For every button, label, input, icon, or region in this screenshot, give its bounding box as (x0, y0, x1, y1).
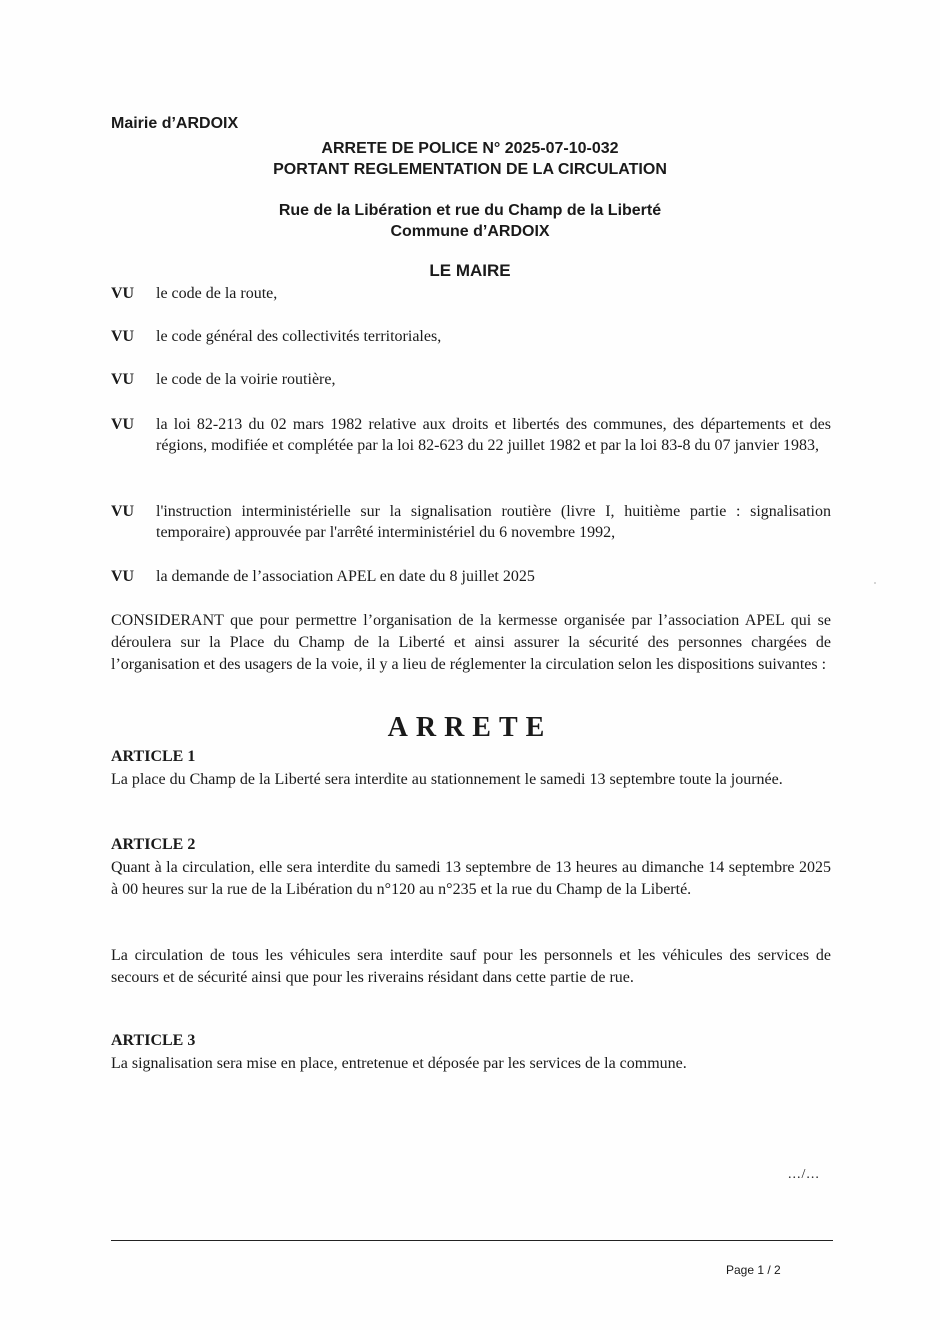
article-3-heading: ARTICLE 3 (111, 1032, 196, 1049)
article-3-text: La signalisation sera mise en place, entretenue et déposée par les services de la commune. (111, 1055, 687, 1072)
visa-item (111, 283, 831, 304)
decree-subject: PORTANT REGLEMENTATION DE LA CIRCULATION (273, 161, 667, 178)
streets-title: Rue de la Libération et rue du Champ de la Liberté (278, 202, 662, 219)
article-2-text: Quant à la circulation, elle sera interdite du samedi 13 septembre de 13 heures au dimanche 14 septembre 2025 à 00 heures sur la rue de la Libération du n°120 au n°235 et la rue du Champ de la Liberté. (111, 859, 831, 898)
visa-text: le code de la voirie routière, (156, 371, 336, 388)
article-1-text: La place du Champ de la Liberté sera interdite au stationnement le samedi 13 septembre toute la journée. (111, 771, 783, 788)
scan-speck (874, 582, 876, 584)
visa-item (111, 326, 831, 347)
continuation-mark: .../... (788, 1167, 820, 1182)
visa-keyword: VU (111, 285, 135, 302)
article-2-text-2: La circulation de tous les véhicules sera interdite sauf pour les personnels et les véhicules des services de secours et de sécurité ainsi que pour les riverains résidant dans cette partie de rue. (111, 947, 831, 986)
visa-text: la demande de l’association APEL en date du 8 juillet 2025 (156, 568, 535, 585)
footer-divider (111, 1240, 833, 1241)
visa-text: l'instruction interministérielle sur la signalisation routière (livre I, huitième partie : signalisation temporaire) approuvée par l'arrêté interministériel du 6 novembre 1992, (156, 503, 831, 541)
arrete-heading: ARRETE (387, 712, 553, 743)
visa-item (111, 501, 831, 543)
visa-item (111, 566, 831, 587)
decree-number: ARRETE DE POLICE N° 2025-07-10-032 (321, 140, 619, 157)
article-2-heading: ARTICLE 2 (111, 836, 196, 853)
le-maire-heading: LE MAIRE (429, 261, 511, 280)
visa-item (111, 369, 831, 390)
page-number: Page 1 / 2 (726, 1263, 781, 1277)
considerant-paragraph: CONSIDERANT que pour permettre l’organisation de la kermesse organisée par l’association APEL qui se déroulera sur la Place du Champ de la Liberté et ainsi assurer la sécurité des personnes chargées de l’organisation et des usagers de la voie, il y a lieu de réglementer la circulation selon les dispositions suivantes : (111, 612, 831, 673)
visa-keyword: VU (111, 503, 135, 520)
visa-keyword: VU (111, 416, 135, 433)
visa-text: le code de la route, (156, 285, 278, 302)
visa-text: le code général des collectivités territoriales, (156, 328, 442, 345)
visa-item (111, 414, 831, 456)
article-1-heading: ARTICLE 1 (111, 748, 196, 765)
visa-keyword: VU (111, 568, 135, 585)
commune-title: Commune d’ARDOIX (390, 223, 550, 240)
mairie-name: Mairie d’ARDOIX (111, 115, 239, 132)
visa-keyword: VU (111, 371, 135, 388)
visa-text: la loi 82-213 du 02 mars 1982 relative aux droits et libertés des communes, des départements et des régions, modifiée et complétée par la loi 82-623 du 22 juillet 1982 et par la loi 83-8 du 07 janvier 1983, (156, 416, 831, 454)
visa-keyword: VU (111, 328, 135, 345)
